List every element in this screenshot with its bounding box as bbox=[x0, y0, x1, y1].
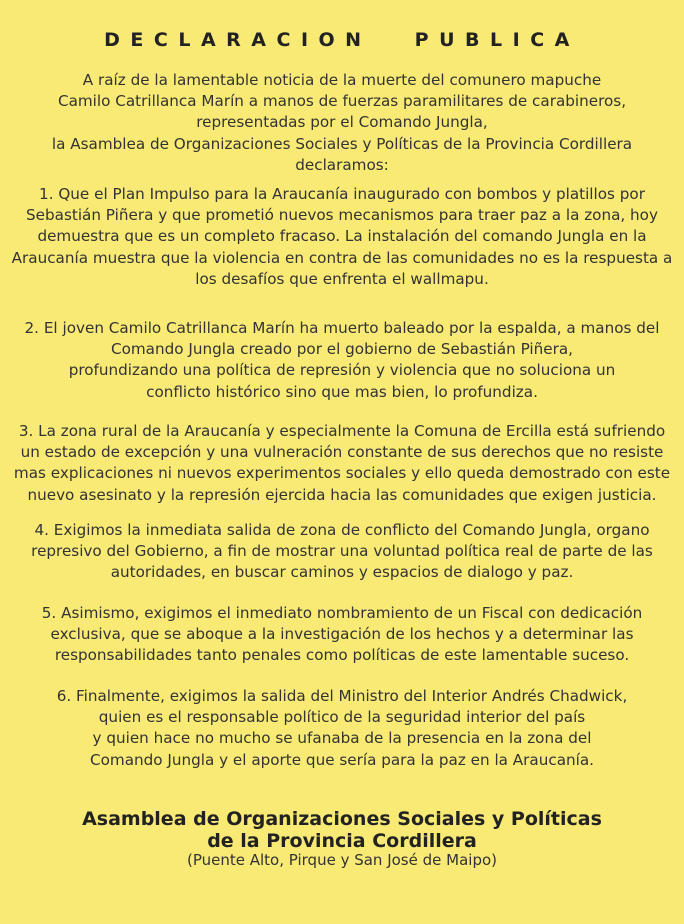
intro-paragraph bbox=[0, 70, 684, 176]
intro-line: A raíz de la lamentable noticia de la muerte del comunero mapuche bbox=[82, 71, 602, 89]
point-line: 3. La zona rural de la Araucanía y especialmente la Comuna de Ercilla está sufriendo bbox=[18, 422, 666, 440]
point-line: Comando Jungla creado por el gobierno de Sebastián Piñera, bbox=[110, 340, 574, 359]
point-line: represivo del Gobierno, a fin de mostrar una voluntad política real de parte de las bbox=[31, 542, 653, 561]
point-line: 5. Asimismo, exigimos el inmediato nombramiento de un Fiscal con dedicación bbox=[41, 604, 643, 622]
point-6-paragraph bbox=[0, 686, 684, 771]
point-line: autoridades, en buscar caminos y espacios de dialogo y paz. bbox=[110, 563, 574, 582]
point-1-paragraph bbox=[0, 184, 684, 290]
point-3-paragraph bbox=[0, 421, 684, 506]
point-line: los desafíos que enfrenta el wallmapu. bbox=[195, 269, 489, 288]
point-line: nuevo asesinato y la represión ejercida hacia las comunidades que exigen justicia. bbox=[27, 485, 657, 504]
point-line: Araucanía muestra que la violencia en contra de las comunidades no es la respuesta a bbox=[11, 248, 673, 267]
point-line: un estado de excepción y una vulneración constante de sus derechos que no resiste bbox=[20, 443, 664, 462]
point-2-paragraph bbox=[0, 318, 684, 403]
point-line: Comando Jungla y el aporte que sería para la paz en la Araucanía. bbox=[90, 750, 594, 769]
point-line: quien es el responsable político de la seguridad interior del país bbox=[98, 708, 586, 727]
signature-line-2: de la Provincia Cordillera bbox=[207, 830, 477, 852]
point-4-paragraph bbox=[0, 520, 684, 584]
signature-line-1: Asamblea de Organizaciones Sociales y Políticas bbox=[82, 808, 602, 830]
point-line: responsabilidades tanto penales como políticas de este lamentable suceso. bbox=[54, 646, 630, 665]
point-line: y quien hace no mucho se ufanaba de la presencia en la zona del bbox=[92, 729, 592, 748]
point-line: 2. El joven Camilo Catrillanca Marín ha muerto baleado por la espalda, a manos del bbox=[24, 319, 660, 337]
point-line: demuestra que es un completo fracaso. La instalación del comando Jungla en la bbox=[37, 227, 647, 246]
signature-locations: (Puente Alto, Pirque y San José de Maipo) bbox=[186, 851, 497, 869]
point-line: profundizando una política de represión y violencia que no soluciona un bbox=[68, 361, 616, 380]
point-line: conflicto histórico sino que mas bien, lo profundiza. bbox=[146, 382, 538, 401]
point-line: mas explicaciones ni nuevos experimentos sociales y ello queda demostrado con este bbox=[13, 464, 671, 483]
intro-line: representadas por el Comando Jungla, bbox=[196, 113, 488, 132]
point-line: 1. Que el Plan Impulso para la Araucanía inaugurado con bombos y platillos por bbox=[39, 185, 645, 203]
signature-organization bbox=[0, 808, 684, 852]
point-5-paragraph bbox=[0, 603, 684, 667]
point-line: Sebastián Piñera y que prometió nuevos mecanismos para traer paz a la zona, hoy bbox=[26, 206, 658, 225]
intro-line: declaramos: bbox=[295, 155, 389, 174]
intro-line: la Asamblea de Organizaciones Sociales y Políticas de la Provincia Cordillera bbox=[51, 134, 633, 153]
point-line: 4. Exigimos la inmediata salida de zona de conflicto del Comando Jungla, organo bbox=[34, 521, 650, 539]
point-line: 6. Finalmente, exigimos la salida del Ministro del Interior Andrés Chadwick, bbox=[56, 687, 628, 705]
page-title: DECLARACION PUBLICA bbox=[104, 29, 580, 51]
point-line: exclusiva, que se aboque a la investigación de los hechos y a determinar las bbox=[50, 625, 634, 644]
intro-line: Camilo Catrillanca Marín a manos de fuerzas paramilitares de carabineros, bbox=[57, 92, 627, 111]
